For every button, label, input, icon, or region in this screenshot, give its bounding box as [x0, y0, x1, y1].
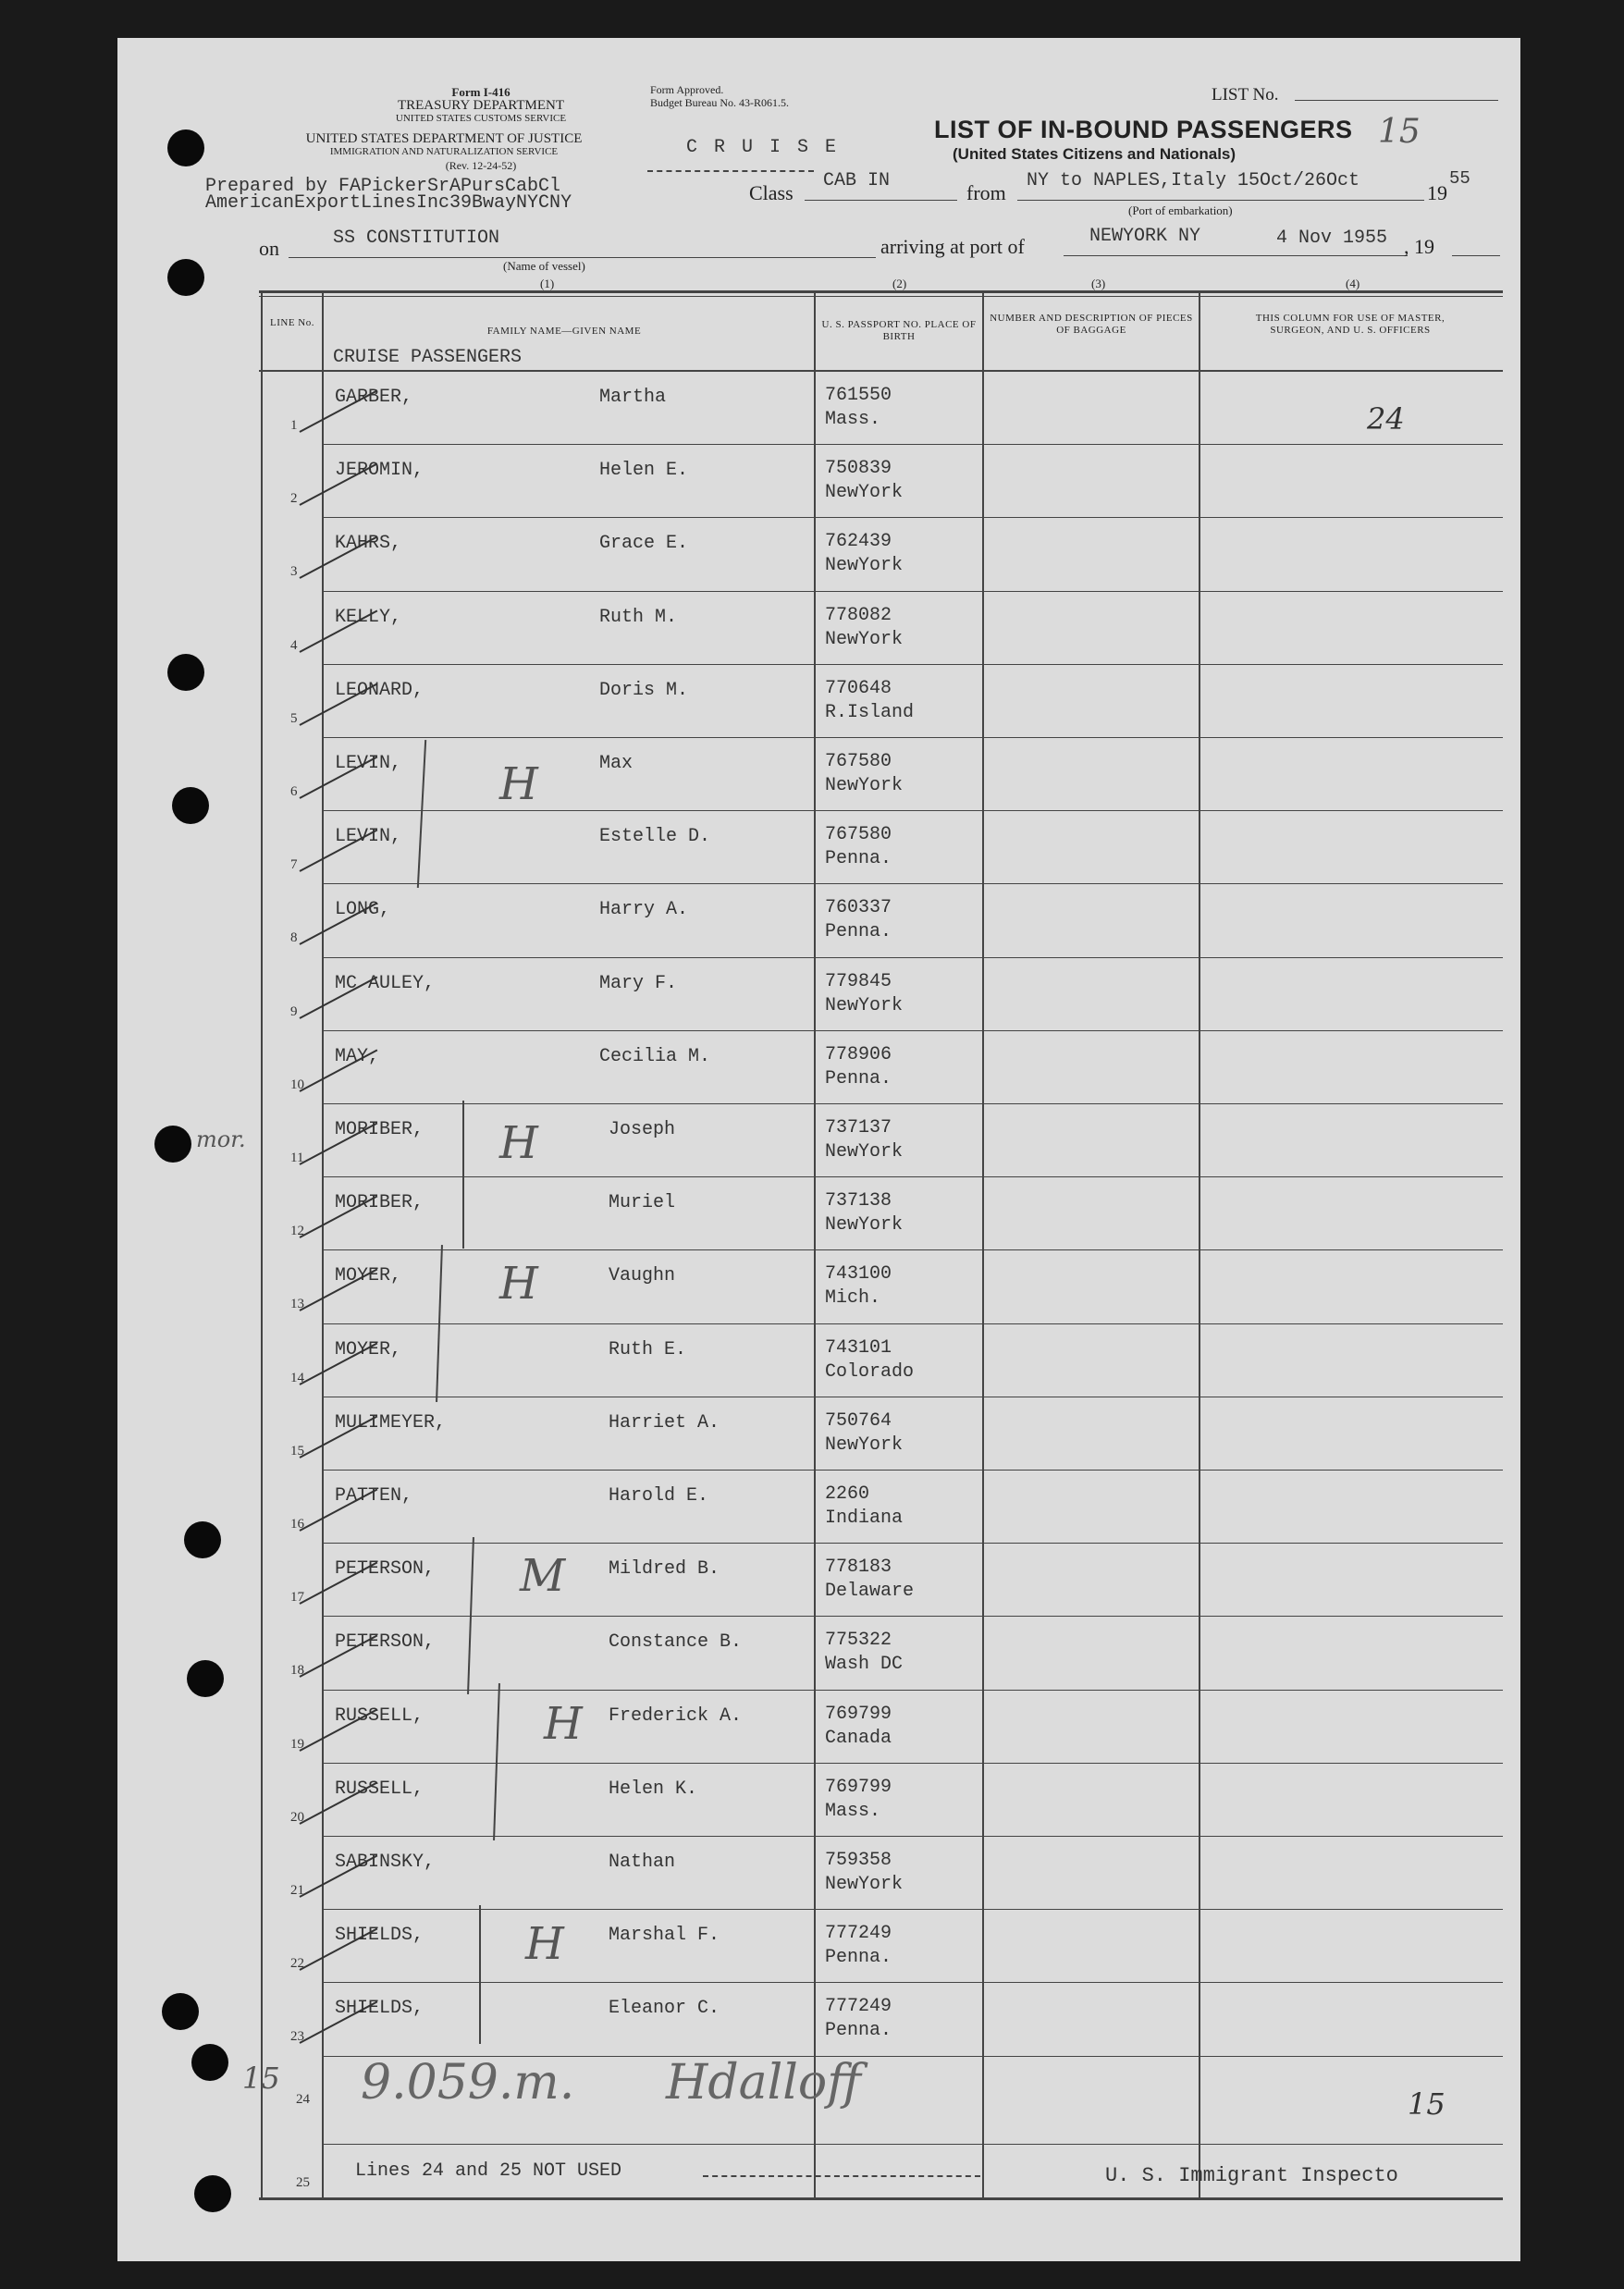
family-name: LEVIN,	[335, 826, 402, 848]
line-col-divider	[322, 293, 324, 2198]
place-of-birth: NewYork	[825, 1434, 904, 1456]
given-name: Cecilia M.	[599, 1045, 711, 1067]
place-of-birth: Penna.	[825, 848, 892, 870]
name-col-divider	[814, 293, 816, 2198]
customs-service: UNITED STATES CUSTOMS SERVICE	[395, 113, 567, 124]
passport-number: 759358	[825, 1850, 892, 1871]
header-bottom-rule	[259, 370, 1503, 372]
binder-hole	[154, 1126, 191, 1163]
line-number: 18	[290, 1663, 304, 1679]
line-number: 21	[290, 1883, 304, 1898]
passport-number: 762439	[825, 531, 892, 553]
line-number: 5	[290, 710, 298, 726]
section-heading: CRUISE PASSENGERS	[333, 347, 523, 368]
cruise-label: C R U I S E	[686, 137, 840, 158]
passport-number: 769799	[825, 1776, 892, 1798]
line-number: 16	[290, 1517, 304, 1532]
class-rule	[805, 200, 957, 201]
vessel-rule	[289, 257, 876, 258]
row-24-rule	[324, 2144, 1503, 2145]
family-name: MOYER,	[335, 1338, 402, 1360]
col-baggage: NUMBER AND DESCRIPTION OF PIECES OF BAGGAGE	[990, 313, 1193, 336]
unused-dashes	[703, 2175, 980, 2177]
line-number: 17	[290, 1590, 304, 1606]
prepared-by: Prepared by FAPickerSrAPursCabCl	[205, 176, 561, 197]
row-rule	[324, 1176, 1503, 1177]
row-rule	[324, 737, 1503, 738]
place-of-birth: Penna.	[825, 1067, 892, 1089]
from-label: from	[966, 181, 1006, 204]
family-name: PATTEN,	[335, 1485, 413, 1507]
form-id: Form I-416	[451, 85, 511, 99]
binder-hole	[172, 787, 209, 824]
officer-count: 24	[1367, 401, 1405, 437]
arriving-label: arriving at port of	[880, 235, 1025, 258]
on-label: on	[259, 237, 279, 260]
line-number: 2	[290, 491, 298, 507]
approval-line2: Budget Bureau No. 43-R061.5.	[650, 96, 789, 109]
row-rule	[324, 1690, 1503, 1691]
cruise-dashes	[647, 170, 814, 172]
year-suffix: 55	[1449, 168, 1470, 189]
given-name: Max	[599, 753, 634, 774]
col1-num: (1)	[540, 277, 555, 290]
passport-number: 750764	[825, 1409, 892, 1432]
family-name: MOYER,	[335, 1265, 402, 1287]
row-rule	[324, 1909, 1503, 1910]
signature-reference: 9.059.m.	[361, 2055, 575, 2111]
row-rule	[324, 1763, 1503, 1764]
line-number: 14	[290, 1370, 304, 1385]
row-rule	[324, 883, 1503, 884]
passport-number: 743100	[825, 1263, 892, 1286]
passport-number: 778082	[825, 604, 892, 626]
row-rule	[324, 664, 1503, 665]
from-rule	[1017, 200, 1424, 201]
table-bottom-border	[259, 2197, 1503, 2200]
line-number: 11	[290, 1151, 304, 1165]
list-no-rule	[1295, 100, 1498, 101]
binder-hole	[194, 2175, 231, 2212]
col2-num: (2)	[892, 277, 907, 290]
line-number: 6	[290, 784, 298, 799]
place-of-birth: Indiana	[825, 1508, 904, 1529]
row-rule	[324, 1836, 1503, 1837]
given-name: Helen E.	[599, 460, 689, 482]
place-of-birth: Wash DC	[825, 1654, 904, 1676]
passport-number: 743101	[825, 1336, 892, 1359]
passport-number: 769799	[825, 1703, 892, 1725]
baggage-col-divider	[1199, 293, 1200, 2198]
class-value: CAB IN	[823, 170, 891, 191]
family-name: GARBER,	[335, 387, 413, 408]
passport-number: 770648	[825, 677, 892, 699]
row-rule	[324, 1616, 1503, 1617]
margin-note: mor.	[196, 1126, 246, 1152]
row-rule	[324, 1323, 1503, 1324]
list-no-label: LIST No.	[1212, 85, 1279, 105]
line-number: 15	[290, 1443, 304, 1458]
col-line-no: LINE No.	[270, 317, 314, 328]
row-rule	[324, 1103, 1503, 1104]
given-name: Harry A.	[599, 899, 689, 921]
row-rule	[324, 1249, 1503, 1250]
line-number: 22	[290, 1956, 304, 1972]
given-name: Frederick A.	[609, 1704, 743, 1727]
group-mark-russell: H	[544, 1698, 583, 1750]
approval-line1: Form Approved.	[650, 83, 724, 96]
passport-number: 778906	[825, 1043, 892, 1065]
given-name: Ruth E.	[609, 1338, 687, 1360]
given-name: Helen K.	[609, 1778, 698, 1800]
col4-num: (4)	[1346, 277, 1360, 290]
given-name: Muriel	[609, 1192, 676, 1214]
revision: (Rev. 12-24-52)	[445, 159, 517, 172]
family-name: KELLY,	[335, 606, 402, 628]
bottom-right-number: 15	[1408, 2086, 1446, 2122]
year-prefix: 19	[1427, 181, 1447, 204]
row-rule	[324, 444, 1503, 445]
family-name: RUSSELL,	[335, 1778, 424, 1800]
family-name: KAHRS,	[335, 533, 402, 555]
line-number: 4	[290, 637, 298, 653]
binder-hole	[167, 654, 204, 691]
place-of-birth: Penna.	[825, 921, 892, 943]
group-mark-shields: H	[525, 1918, 564, 1970]
line-number: 12	[290, 1224, 304, 1239]
group-mark-moyer: H	[499, 1258, 538, 1310]
arrival-rule	[1064, 255, 1408, 256]
row-rule	[324, 957, 1503, 958]
place-of-birth: Colorado	[825, 1360, 915, 1383]
line-number: 3	[290, 564, 298, 580]
passport-number: 737138	[825, 1190, 892, 1212]
family-name: LEONARD,	[335, 679, 424, 701]
family-name: MC AULEY,	[335, 972, 436, 994]
col-name: FAMILY NAME—GIVEN NAME	[486, 326, 642, 337]
place-of-birth: Penna.	[825, 1947, 892, 1969]
shipping-company: AmericanExportLinesInc39BwayNYCNY	[205, 192, 572, 214]
table-top-border-inner	[259, 296, 1503, 297]
line-number: 13	[290, 1297, 304, 1312]
passport-number: 779845	[825, 970, 892, 992]
place-of-birth: Mich.	[825, 1287, 881, 1310]
line-number: 20	[290, 1809, 304, 1825]
given-name: Constance B.	[609, 1631, 743, 1654]
arrival-date: 4 Nov 1955	[1276, 228, 1388, 249]
family-name: JEROMIN,	[335, 460, 424, 482]
given-name: Marshal F.	[609, 1925, 720, 1947]
passport-number: 737137	[825, 1117, 892, 1138]
list-title: LIST OF IN-BOUND PASSENGERS	[934, 116, 1353, 143]
given-name: Harold E.	[609, 1485, 709, 1507]
class-label: Class	[749, 181, 794, 204]
port-embark-caption: (Port of embarkation)	[1128, 203, 1233, 217]
given-name: Nathan	[609, 1852, 676, 1873]
bracket-shields	[479, 1905, 481, 2044]
binder-hole	[184, 1521, 221, 1558]
passport-number: 767580	[825, 751, 892, 772]
vessel-caption: (Name of vessel)	[503, 259, 585, 273]
table-left-border	[261, 293, 263, 2198]
justice-dept: UNITED STATES DEPARTMENT OF JUSTICE	[305, 131, 583, 146]
place-of-birth: NewYork	[825, 628, 904, 650]
family-name: SHIELDS,	[335, 1925, 424, 1947]
line-number-unused: 25	[296, 2175, 310, 2190]
line-number: 23	[290, 2029, 304, 2045]
line-number: 10	[290, 1077, 304, 1092]
binder-hole	[187, 1660, 224, 1697]
passport-number: 778183	[825, 1557, 892, 1579]
row-rule	[324, 517, 1503, 518]
place-of-birth: NewYork	[825, 555, 904, 577]
line-number: 9	[290, 1003, 298, 1019]
family-name: PETERSON,	[335, 1558, 436, 1581]
year-rule	[1452, 255, 1500, 256]
passport-col-divider	[982, 293, 984, 2198]
family-name: SHIELDS,	[335, 1998, 424, 2020]
family-name: MORIBER,	[335, 1192, 424, 1214]
row-rule	[324, 810, 1503, 811]
line-number: 1	[290, 418, 298, 433]
place-of-birth: NewYork	[825, 994, 904, 1016]
col3-num: (3)	[1091, 277, 1106, 290]
given-name: Joseph	[609, 1119, 676, 1140]
group-mark-peterson: M	[520, 1550, 566, 1602]
family-name: MAY,	[335, 1045, 380, 1067]
ins-service: IMMIGRATION AND NATURALIZATION SERVICE	[329, 146, 559, 157]
place-of-birth: NewYork	[825, 1141, 904, 1163]
list-no-value: 15	[1378, 113, 1421, 151]
family-name: MULIMEYER,	[335, 1411, 447, 1434]
family-name: RUSSELL,	[335, 1704, 424, 1727]
place-of-birth: Penna.	[825, 2020, 892, 2042]
line-number: 8	[290, 930, 298, 946]
row-rule	[324, 1030, 1503, 1031]
arrival-port: NEWYORK NY	[1089, 226, 1201, 247]
passport-number: 2260	[825, 1483, 870, 1505]
given-name: Harriet A.	[609, 1411, 720, 1434]
treasury-dept: TREASURY DEPARTMENT	[397, 98, 565, 113]
line-number: 19	[290, 1736, 304, 1752]
passport-number: 777249	[825, 1996, 892, 2018]
binder-hole	[167, 259, 204, 296]
passport-number: 775322	[825, 1630, 892, 1652]
vessel-name: SS CONSTITUTION	[333, 228, 500, 249]
place-of-birth: R.Island	[825, 701, 915, 723]
passport-number: 761550	[825, 385, 892, 406]
binder-hole	[162, 1993, 199, 2030]
given-name: Ruth M.	[599, 606, 678, 628]
table-top-border	[259, 290, 1503, 293]
line-number: 7	[290, 857, 298, 873]
given-name: Mildred B.	[609, 1558, 720, 1581]
place-of-birth: Mass.	[825, 409, 881, 430]
bottom-left-number: 15	[242, 2061, 280, 2096]
family-name: PETERSON,	[335, 1631, 436, 1654]
family-name: LEVIN,	[335, 753, 402, 774]
group-mark-levin: H	[499, 758, 538, 810]
group-mark-moriber: H	[499, 1117, 538, 1169]
given-name: Doris M.	[599, 679, 689, 701]
place-of-birth: NewYork	[825, 775, 904, 796]
row-rule	[324, 1470, 1503, 1471]
bracket-moriber	[462, 1101, 464, 1249]
given-name: Martha	[599, 387, 667, 408]
family-name: LONG,	[335, 899, 391, 921]
given-name: Mary F.	[599, 972, 678, 994]
col-passport: U. S. PASSPORT NO. PLACE OF BIRTH	[821, 319, 977, 342]
given-name: Grace E.	[599, 533, 689, 555]
unused-lines-note: Lines 24 and 25 NOT USED	[355, 2160, 622, 2182]
col-officers: THIS COLUMN FOR USE OF MASTER, SURGEON, AND U. S. OFFICERS	[1255, 313, 1446, 336]
row-rule	[324, 1982, 1503, 1983]
given-name: Estelle D.	[599, 826, 711, 848]
family-name: SABINSKY,	[335, 1852, 436, 1873]
binder-hole	[191, 2044, 228, 2081]
passport-number: 777249	[825, 1923, 892, 1945]
binder-hole	[167, 129, 204, 166]
passport-number: 767580	[825, 824, 892, 846]
place-of-birth: Canada	[825, 1727, 892, 1749]
place-of-birth: NewYork	[825, 1214, 904, 1237]
row-rule	[324, 591, 1503, 592]
line-number-unused: 24	[296, 2092, 310, 2107]
row-rule	[324, 1543, 1503, 1544]
inspector-label: U. S. Immigrant Inspecto	[1105, 2164, 1398, 2187]
passport-number: 760337	[825, 897, 892, 919]
passport-number: 750839	[825, 458, 892, 480]
signature-name: Hdalloff	[666, 2055, 862, 2111]
place-of-birth: NewYork	[825, 1874, 904, 1895]
place-of-birth: NewYork	[825, 482, 904, 504]
list-subtitle: (United States Citizens and Nationals)	[953, 145, 1236, 163]
from-value: NY to NAPLES,Italy 15Oct/26Oct	[1027, 170, 1360, 191]
arrival-year: , 19	[1404, 235, 1434, 258]
given-name: Eleanor C.	[609, 1998, 720, 2020]
place-of-birth: Delaware	[825, 1581, 915, 1603]
family-name: MORIBER,	[335, 1119, 424, 1140]
place-of-birth: Mass.	[825, 1800, 881, 1822]
given-name: Vaughn	[609, 1265, 676, 1287]
